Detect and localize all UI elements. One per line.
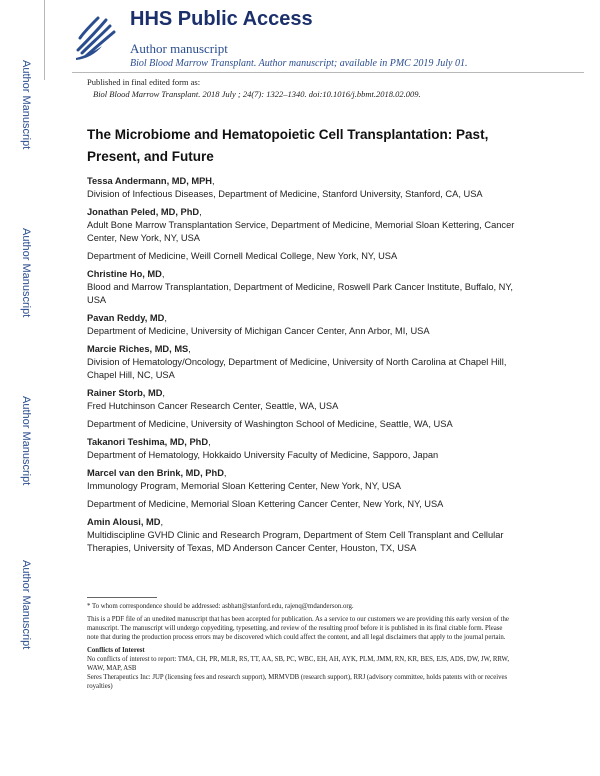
author-name: Jonathan Peled, MD, PhD	[87, 207, 200, 217]
author-name-line	[87, 436, 517, 449]
author-entry	[87, 268, 517, 307]
conflicts-text: No conflicts of interest to report: TMA, CH, PR, MLR, RS, TT, AA, SB, PC, WBC, EH, AH, AYK, PLM, JMM, RN, KR, BES, EJS, ADS, DW, JW, RRW, WAW, MAP, ASB	[87, 656, 510, 672]
author-name-line	[87, 516, 517, 529]
published-label: Published in final edited form as:	[87, 77, 201, 87]
author-separator: ,	[188, 344, 191, 354]
author-name-line	[87, 268, 517, 281]
correspondence-footnote: * To whom correspondence should be addressed: asbhatt@stanford.edu, rajenq@mdanderson.org.	[87, 603, 354, 610]
author-manuscript-sidebar	[0, 0, 44, 776]
journal-citation-text: Biol Blood Marrow Transplant. Author manuscript; available in PMC 2019 July 01.	[130, 58, 468, 69]
published-info	[87, 76, 421, 100]
footnote-divider	[87, 597, 157, 598]
journal-citation	[130, 58, 468, 69]
author-affiliation: Department of Medicine, Weill Cornell Medical College, New York, NY, USA	[87, 251, 398, 261]
manuscript-disclaimer: This is a PDF file of an unedited manuscript that has been accepted for publication. As a service to our customers we are providing this early version of the manuscript. The manuscript will undergo copyediting, typesetting, and review of the resulting proof before it is published in its final citable form. Please note that during the production process errors may be discovered which could affect the content, and all legal disclaimers that apply to the journal pertain.	[87, 616, 509, 641]
author-affiliation: Division of Infectious Diseases, Department of Medicine, Stanford University, Stanford, CA, USA	[87, 189, 483, 199]
author-affiliation: Department of Medicine, University of Washington School of Medicine, Seattle, WA, USA	[87, 419, 453, 429]
author-affiliation: Blood and Marrow Transplantation, Department of Medicine, Roswell Park Cancer Institute, Buffalo, NY, USA	[87, 282, 513, 305]
author-entry	[87, 312, 517, 338]
seres-disclosure: Seres Therapeutics Inc: JUP (licensing fees and research support), MRMVDB (research support), RRJ (advisory committee, holds patents with or receives royalties)	[87, 674, 508, 690]
sidebar-divider	[44, 0, 45, 80]
author-name-line	[87, 467, 517, 480]
author-name: Rainer Storb, MD	[87, 388, 163, 398]
author-name: Amin Alousi, MD	[87, 517, 161, 527]
author-affiliation: Division of Hematology/Oncology, Department of Medicine, University of North Carolina at Chapel Hill, Chapel Hill, NC, USA	[87, 357, 507, 380]
hhs-eagle-logo-icon	[72, 12, 120, 62]
hhs-header	[72, 8, 572, 72]
author-affiliation: Adult Bone Marrow Transplantation Service, Department of Medicine, Memorial Sloan Kettering, Cancer Center, New York, NY, USA	[87, 220, 515, 243]
author-separator: ,	[223, 468, 227, 478]
author-separator: ,	[161, 269, 165, 279]
author-name: Tessa Andermann, MD, MPH	[87, 176, 213, 186]
author-name: Pavan Reddy, MD	[87, 313, 165, 323]
hhs-public-access-title: HHS Public Access	[130, 8, 313, 30]
author-name-line	[87, 206, 517, 219]
header-divider	[72, 72, 584, 73]
author-entry	[87, 516, 517, 555]
author-affiliation: Fred Hutchinson Cancer Research Center, Seattle, WA, USA	[87, 401, 339, 411]
author-name-line	[87, 387, 517, 400]
sidebar-label: Author Manuscript	[20, 60, 32, 150]
author-affiliation: Department of Hematology, Hokkaido University Faculty of Medicine, Sapporo, Japan	[87, 450, 439, 460]
author-name-line	[87, 175, 517, 188]
author-affiliation: Department of Medicine, Memorial Sloan Kettering Cancer Center, New York, NY, USA	[87, 499, 444, 509]
sidebar-label: Author Manuscript	[20, 228, 32, 318]
author-name: Marcel van den Brink, MD, PhD	[87, 468, 224, 478]
author-separator: ,	[160, 517, 164, 527]
author-affiliation: Multidiscipline GVHD Clinic and Research Program, Department of Stem Cell Transplant and Cellular Therapies, University of Texas, MD Anderson Cancer Center, Houston, TX, USA	[87, 530, 504, 553]
author-name: Marcie Riches, MD, MS	[87, 344, 189, 354]
author-name-line	[87, 312, 517, 325]
sidebar-label: Author Manuscript	[20, 560, 32, 650]
author-entry	[87, 343, 517, 382]
author-manuscript-subtitle: Author manuscript	[130, 41, 228, 56]
author-name: Christine Ho, MD	[87, 269, 162, 279]
published-citation: Biol Blood Marrow Transplant. 2018 July ; 24(7): 1322–1340. doi:10.1016/j.bbmt.2018.02.009.	[93, 89, 421, 99]
author-entry	[87, 175, 517, 201]
author-name: Takanori Teshima, MD, PhD	[87, 437, 209, 447]
author-list	[87, 175, 517, 560]
conflicts-heading: Conflicts of Interest	[87, 647, 145, 654]
author-separator: ,	[164, 313, 167, 323]
author-separator: ,	[199, 207, 202, 217]
author-separator: ,	[208, 437, 211, 447]
article-title: The Microbiome and Hematopoietic Cell Transplantation: Past, Present, and Future	[87, 127, 489, 164]
author-entry	[87, 387, 517, 431]
author-name-line	[87, 343, 517, 356]
sidebar-label: Author Manuscript	[20, 396, 32, 486]
author-affiliation: Immunology Program, Memorial Sloan Kettering Center, New York, NY, USA	[87, 481, 401, 491]
author-separator: ,	[162, 388, 166, 398]
author-separator: ,	[212, 176, 215, 186]
author-affiliation: Department of Medicine, University of Michigan Cancer Center, Ann Arbor, MI, USA	[87, 326, 430, 336]
author-entry	[87, 436, 517, 462]
author-entry	[87, 467, 517, 511]
author-entry	[87, 206, 517, 263]
footnotes	[87, 602, 512, 691]
